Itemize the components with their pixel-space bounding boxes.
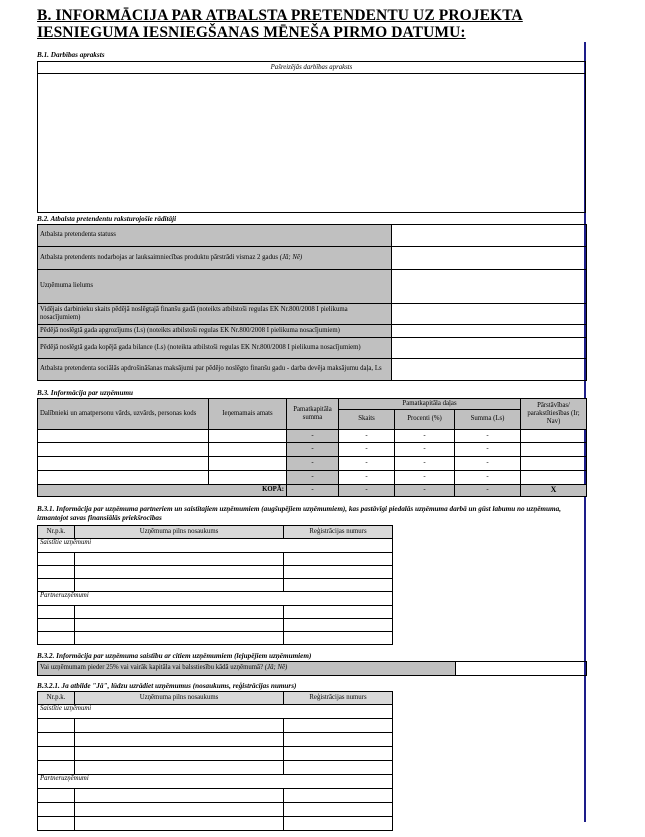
b3-position-field[interactable] (209, 457, 287, 471)
b321-nr-field[interactable] (38, 747, 75, 761)
b31-reg-field[interactable] (284, 619, 393, 632)
b3-amount-value[interactable]: - (455, 443, 521, 457)
b1-description-field[interactable] (38, 74, 585, 212)
b3-count-value[interactable]: - (339, 430, 395, 443)
table-row (38, 457, 587, 471)
b321-reg-field[interactable] (284, 719, 393, 733)
b321-reg-field[interactable] (284, 789, 393, 803)
b2-row-label: Atbalsta pretendents nodarbojas ar lauksaimniecības produktu pārstrādi vismaz 2 gadus (Jā; Nē) (38, 247, 392, 270)
b2-value-field[interactable] (392, 270, 587, 304)
b3-count-value[interactable]: - (339, 471, 395, 485)
table-row (38, 719, 393, 733)
b321-group-linked: Saistītie uzņēmumi (38, 705, 393, 719)
b31-nr-field[interactable] (38, 566, 75, 579)
b2-value-field[interactable] (392, 359, 587, 381)
b31-group-linked: Saistītie uzņēmumi (38, 539, 393, 553)
b3-header-percent: Procenti (%) (395, 410, 455, 430)
b3-total-count: - (339, 485, 395, 497)
b3-total-label: KOPĀ: (38, 485, 287, 497)
b321-nr-field[interactable] (38, 789, 75, 803)
b2-row-label: Pēdējā noslēgtā gada kopējā gada bilance (Ls) (noteikta atbilstoši regulas EK Nr.800/2008 I pielikuma nosacījumiem) (38, 338, 392, 359)
page-title (37, 7, 597, 41)
b32-question: Vai uzņēmumam pieder 25% vai vairāk kapitāla vai balsstiesību kādā uzņēmumā? (Jā; Nē) (38, 662, 456, 676)
table-row (38, 471, 587, 485)
b3-capital-sum-value: - (287, 430, 339, 443)
b321-header-reg: Reģistrācijas numurs (284, 692, 393, 705)
b321-name-field[interactable] (75, 761, 284, 775)
b321-name-field[interactable] (75, 803, 284, 817)
b3-amount-value[interactable]: - (455, 471, 521, 485)
b3-percent-value[interactable]: - (395, 471, 455, 485)
b31-reg-field[interactable] (284, 632, 393, 645)
b3-name-field[interactable] (38, 430, 209, 443)
title-line-2: IESNIEGUMA IESNIEGŠANAS MĒNEŠA PIRMO DATUMU: (37, 24, 466, 41)
b3-amount-value[interactable]: - (455, 430, 521, 443)
b3-header-name: Dalībnieki un amatpersonu vārds, uzvārds, personas kods (38, 399, 209, 430)
b3-total-percent: - (395, 485, 455, 497)
b31-header-reg: Reģistrācijas numurs (284, 526, 393, 539)
b321-name-field[interactable] (75, 747, 284, 761)
b321-nr-field[interactable] (38, 719, 75, 733)
b3-name-field[interactable] (38, 457, 209, 471)
b31-header-nr: Nr.p.k. (38, 526, 75, 539)
b321-heading: B.3.2.1. Ja atbilde "Jā", lūdzu uzrādiet uzņēmumus (nosaukums, reģistrācijas numurs) (37, 682, 297, 690)
b321-name-field[interactable] (75, 719, 284, 733)
b1-column-header: Pašreizējās darbības apraksts (38, 62, 585, 74)
b321-header-name: Uzņēmuma pilns nosaukums (75, 692, 284, 705)
b3-representation-field[interactable] (521, 457, 587, 471)
b3-total-x: X (521, 485, 587, 497)
b3-header-capital-sum: Pamatkapitāla summa (287, 399, 339, 430)
b2-heading: B.2. Atbalsta pretendentu raksturojošie rādītāji (37, 215, 177, 223)
b2-value-field[interactable] (392, 247, 587, 270)
table-row (38, 733, 393, 747)
table-row (38, 579, 393, 592)
b3-representation-field[interactable] (521, 471, 587, 485)
b321-companies-table (37, 691, 393, 831)
b3-position-field[interactable] (209, 443, 287, 457)
b3-header-capital-share: Pamatkapitāla daļas (339, 399, 521, 410)
b3-header-representation: Pārstāvības/ parakstītiesības (Ir; Nav) (521, 399, 587, 430)
b321-reg-field[interactable] (284, 761, 393, 775)
b3-count-value[interactable]: - (339, 443, 395, 457)
b3-name-field[interactable] (38, 471, 209, 485)
b2-row-label: Atbalsta pretendenta statuss (38, 225, 392, 247)
b2-row-label: Uzņēmuma lielums (38, 270, 392, 304)
b3-total-amount: - (455, 485, 521, 497)
table-row (38, 803, 393, 817)
b3-percent-value[interactable]: - (395, 430, 455, 443)
b321-name-field[interactable] (75, 817, 284, 831)
b3-total-row (38, 485, 587, 497)
b321-reg-field[interactable] (284, 733, 393, 747)
b3-header-position: Ieņemamais amats (209, 399, 287, 430)
b31-reg-field[interactable] (284, 579, 393, 592)
b321-nr-field[interactable] (38, 761, 75, 775)
b321-nr-field[interactable] (38, 803, 75, 817)
b31-heading: B.3.1. Informācija par uzņēmuma partneriem un saistītajiem uzņēmumiem (augšupējiem uzņēmumiem), kas pastāvīgi piedalās uzņēmuma darbā un gūst labumu no uzņēmuma, izmantojot savas finansiālās priekšrocības (37, 505, 561, 522)
b3-count-value[interactable]: - (339, 457, 395, 471)
b31-name-field[interactable] (75, 553, 284, 566)
b2-row-label: Pēdējā noslēgtā gada apgrozījums (Ls) (noteikts atbilstoši regulas EK Nr.800/2008 I pielikuma nosacījumiem) (38, 325, 392, 338)
b3-position-field[interactable] (209, 471, 287, 485)
b3-capital-sum-value: - (287, 471, 339, 485)
b1-description-box (37, 61, 586, 213)
b31-partners-table (37, 525, 393, 645)
table-row (38, 553, 393, 566)
b31-nr-field[interactable] (38, 553, 75, 566)
b31-reg-field[interactable] (284, 606, 393, 619)
b1-heading: B.1. Darbības apraksts (37, 51, 105, 59)
b3-header-count: Skaits (339, 410, 395, 430)
b31-name-field[interactable] (75, 632, 284, 645)
b3-capital-sum-value: - (287, 443, 339, 457)
b31-reg-field[interactable] (284, 566, 393, 579)
b2-indicators-table (37, 224, 587, 381)
b31-nr-field[interactable] (38, 632, 75, 645)
b31-nr-field[interactable] (38, 606, 75, 619)
table-row (38, 443, 587, 457)
b3-heading: B.3. Informācija par uzņēmumu (37, 389, 134, 397)
b2-row-label: Atbalsta pretendenta sociālās apdrošināšanas maksājumi par pēdējo noslēgto finanšu gadu - darba devēja maksājumu daļa, Ls (38, 359, 392, 381)
table-row (38, 566, 393, 579)
b31-name-field[interactable] (75, 606, 284, 619)
table-row (38, 606, 393, 619)
b31-header-name: Uzņēmuma pilns nosaukums (75, 526, 284, 539)
b32-question-table (37, 661, 587, 676)
b31-nr-field[interactable] (38, 579, 75, 592)
table-row (38, 761, 393, 775)
b321-nr-field[interactable] (38, 733, 75, 747)
table-row (38, 430, 587, 443)
b3-percent-value[interactable]: - (395, 457, 455, 471)
b2-row-label: Vidējais darbinieku skaits pēdējā noslēgtajā finanšu gadā (noteikts atbilstoši regulas EK Nr.800/2008 I pielikuma nosacījumiem) (38, 304, 392, 325)
b321-group-partners: Partneruzņēmumi (38, 775, 393, 789)
b321-nr-field[interactable] (38, 817, 75, 831)
b2-value-field[interactable] (392, 304, 587, 325)
b3-amount-value[interactable]: - (455, 457, 521, 471)
b32-question-suffix: (Jā; Nē) (264, 664, 288, 672)
table-row (38, 789, 393, 803)
title-line-1: B. INFORMĀCIJA PAR ATBALSTA PRETENDENTU UZ PROJEKTA (37, 7, 523, 24)
b2-value-field[interactable] (392, 338, 587, 359)
b3-representation-field[interactable] (521, 443, 587, 457)
b31-name-field[interactable] (75, 619, 284, 632)
b321-reg-field[interactable] (284, 803, 393, 817)
b3-percent-value[interactable]: - (395, 443, 455, 457)
b31-nr-field[interactable] (38, 619, 75, 632)
b3-capital-sum-value: - (287, 457, 339, 471)
b2-value-field[interactable] (392, 325, 587, 338)
b321-name-field[interactable] (75, 789, 284, 803)
b321-name-field[interactable] (75, 733, 284, 747)
b3-company-table (37, 398, 587, 497)
b321-header-nr: Nr.p.k. (38, 692, 75, 705)
b321-reg-field[interactable] (284, 747, 393, 761)
b3-name-field[interactable] (38, 443, 209, 457)
b3-position-field[interactable] (209, 430, 287, 443)
b31-group-partners: Partneruzņēmumi (38, 592, 393, 606)
b32-heading: B.3.2. Informācija par uzņēmuma saistību ar citiem uzņēmumiem (lejupējiem uzņēmumiem) (37, 652, 312, 660)
b31-reg-field[interactable] (284, 553, 393, 566)
table-row (38, 747, 393, 761)
table-row (38, 632, 393, 645)
b31-name-field[interactable] (75, 566, 284, 579)
table-row (38, 817, 393, 831)
b31-name-field[interactable] (75, 579, 284, 592)
table-row (38, 619, 393, 632)
b3-header-amount: Summa (Ls) (455, 410, 521, 430)
b3-total-capital-sum: - (287, 485, 339, 497)
b32-answer-field[interactable] (456, 662, 587, 676)
b321-reg-field[interactable] (284, 817, 393, 831)
b2-row-suffix: (Jā; Nē) (279, 253, 303, 261)
b3-representation-field[interactable] (521, 430, 587, 443)
b2-value-field[interactable] (392, 225, 587, 247)
